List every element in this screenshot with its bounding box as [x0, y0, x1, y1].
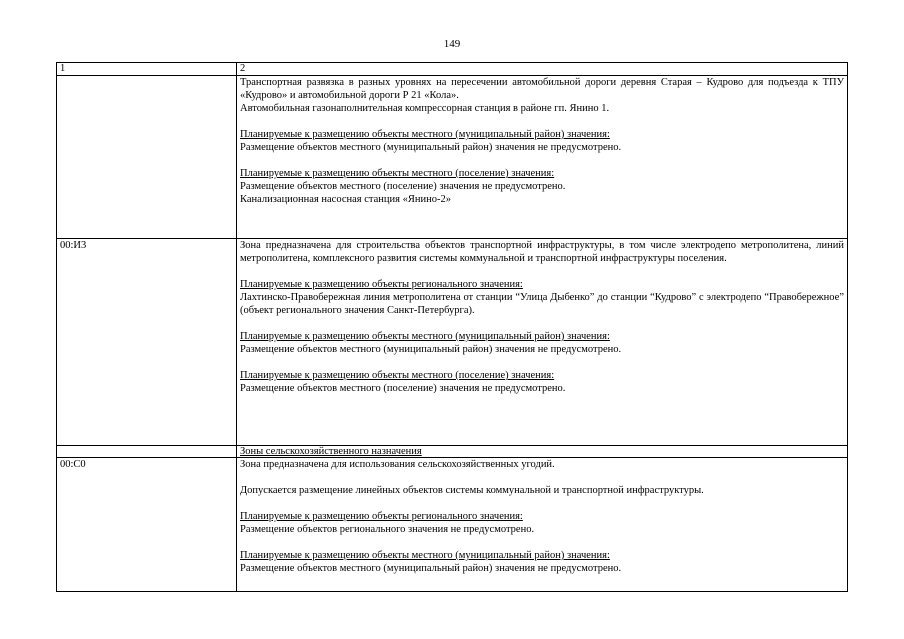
object-line: Автомобильная газонаполнительная компрессорная станция в районе гп. Янино 1.	[240, 103, 610, 114]
object-line: Транспортная развязка в разных уровнях на пересечении автомобильной дороги деревня Старая – Кудрово для подъезда к ТПУ «Кудрово» и автомобильной дороги Р 21 «Кола».	[240, 77, 844, 101]
page-number: 149	[443, 38, 461, 50]
section-text: Размещение объектов местного (муниципальный район) значения не предусмотрено.	[240, 563, 622, 574]
section-text: Размещение объектов местного (муниципальный район) значения не предусмотрено.	[240, 142, 622, 153]
section-text: Размещение объектов местного (поселение) значения не предусмотрено.	[240, 181, 566, 192]
section-text: Размещение объектов регионального значения не предусмотрено.	[240, 524, 535, 535]
section-text: Размещение объектов местного (поселение) значения не предусмотрено.	[240, 383, 566, 394]
section-heading: Планируемые к размещению объекты местного (поселение) значения:	[240, 168, 555, 179]
table-header-row	[57, 63, 848, 76]
section-text: Лахтинско-Правобережная линия метрополитена от станции “Улица Дыбенко” до станции “Кудрово” с электродепо “Правобережное” (объект регионального значения Санкт-Петербурга).	[240, 292, 844, 316]
zone-code: 00:С0	[57, 458, 237, 592]
group-title: Зоны сельскохозяйственного назначения	[240, 446, 422, 457]
zones-table	[56, 62, 848, 592]
zone-description	[237, 458, 848, 592]
zone-intro: Зона предназначена для использования сельскохозяйственных угодий.	[240, 459, 555, 470]
section-heading: Планируемые к размещению объекты регионального значения:	[240, 511, 523, 522]
zone-code: 00:И3	[57, 239, 237, 446]
section-heading: Планируемые к размещению объекты регионального значения:	[240, 279, 523, 290]
table-row	[57, 458, 848, 592]
table-row	[57, 239, 848, 446]
table-row	[57, 446, 848, 458]
section-heading: Планируемые к размещению объекты местного (поселение) значения:	[240, 370, 555, 381]
section-text: Размещение объектов местного (муниципальный район) значения не предусмотрено.	[240, 344, 622, 355]
zone-allowed: Допускается размещение линейных объектов системы коммунальной и транспортной инфраструктуры.	[240, 485, 704, 496]
table-row	[57, 76, 848, 239]
zone-code	[57, 446, 237, 458]
section-heading: Планируемые к размещению объекты местного (муниципальный район) значения:	[240, 129, 610, 140]
header-col-2: 2	[237, 63, 848, 76]
header-col-1: 1	[57, 63, 237, 76]
zone-code	[57, 76, 237, 239]
section-text: Канализационная насосная станция «Янино-2»	[240, 194, 451, 205]
zone-description	[237, 239, 848, 446]
section-heading: Планируемые к размещению объекты местного (муниципальный район) значения:	[240, 331, 610, 342]
section-heading: Планируемые к размещению объекты местного (муниципальный район) значения:	[240, 550, 610, 561]
zone-description	[237, 76, 848, 239]
zone-intro: Зона предназначена для строительства объектов транспортной инфраструктуры, в том числе электродепо метрополитена, линий метрополитена, комплексного развития системы коммунальной и транспортной инфраструктуры поселения.	[240, 240, 844, 264]
zone-group-title	[237, 446, 848, 458]
